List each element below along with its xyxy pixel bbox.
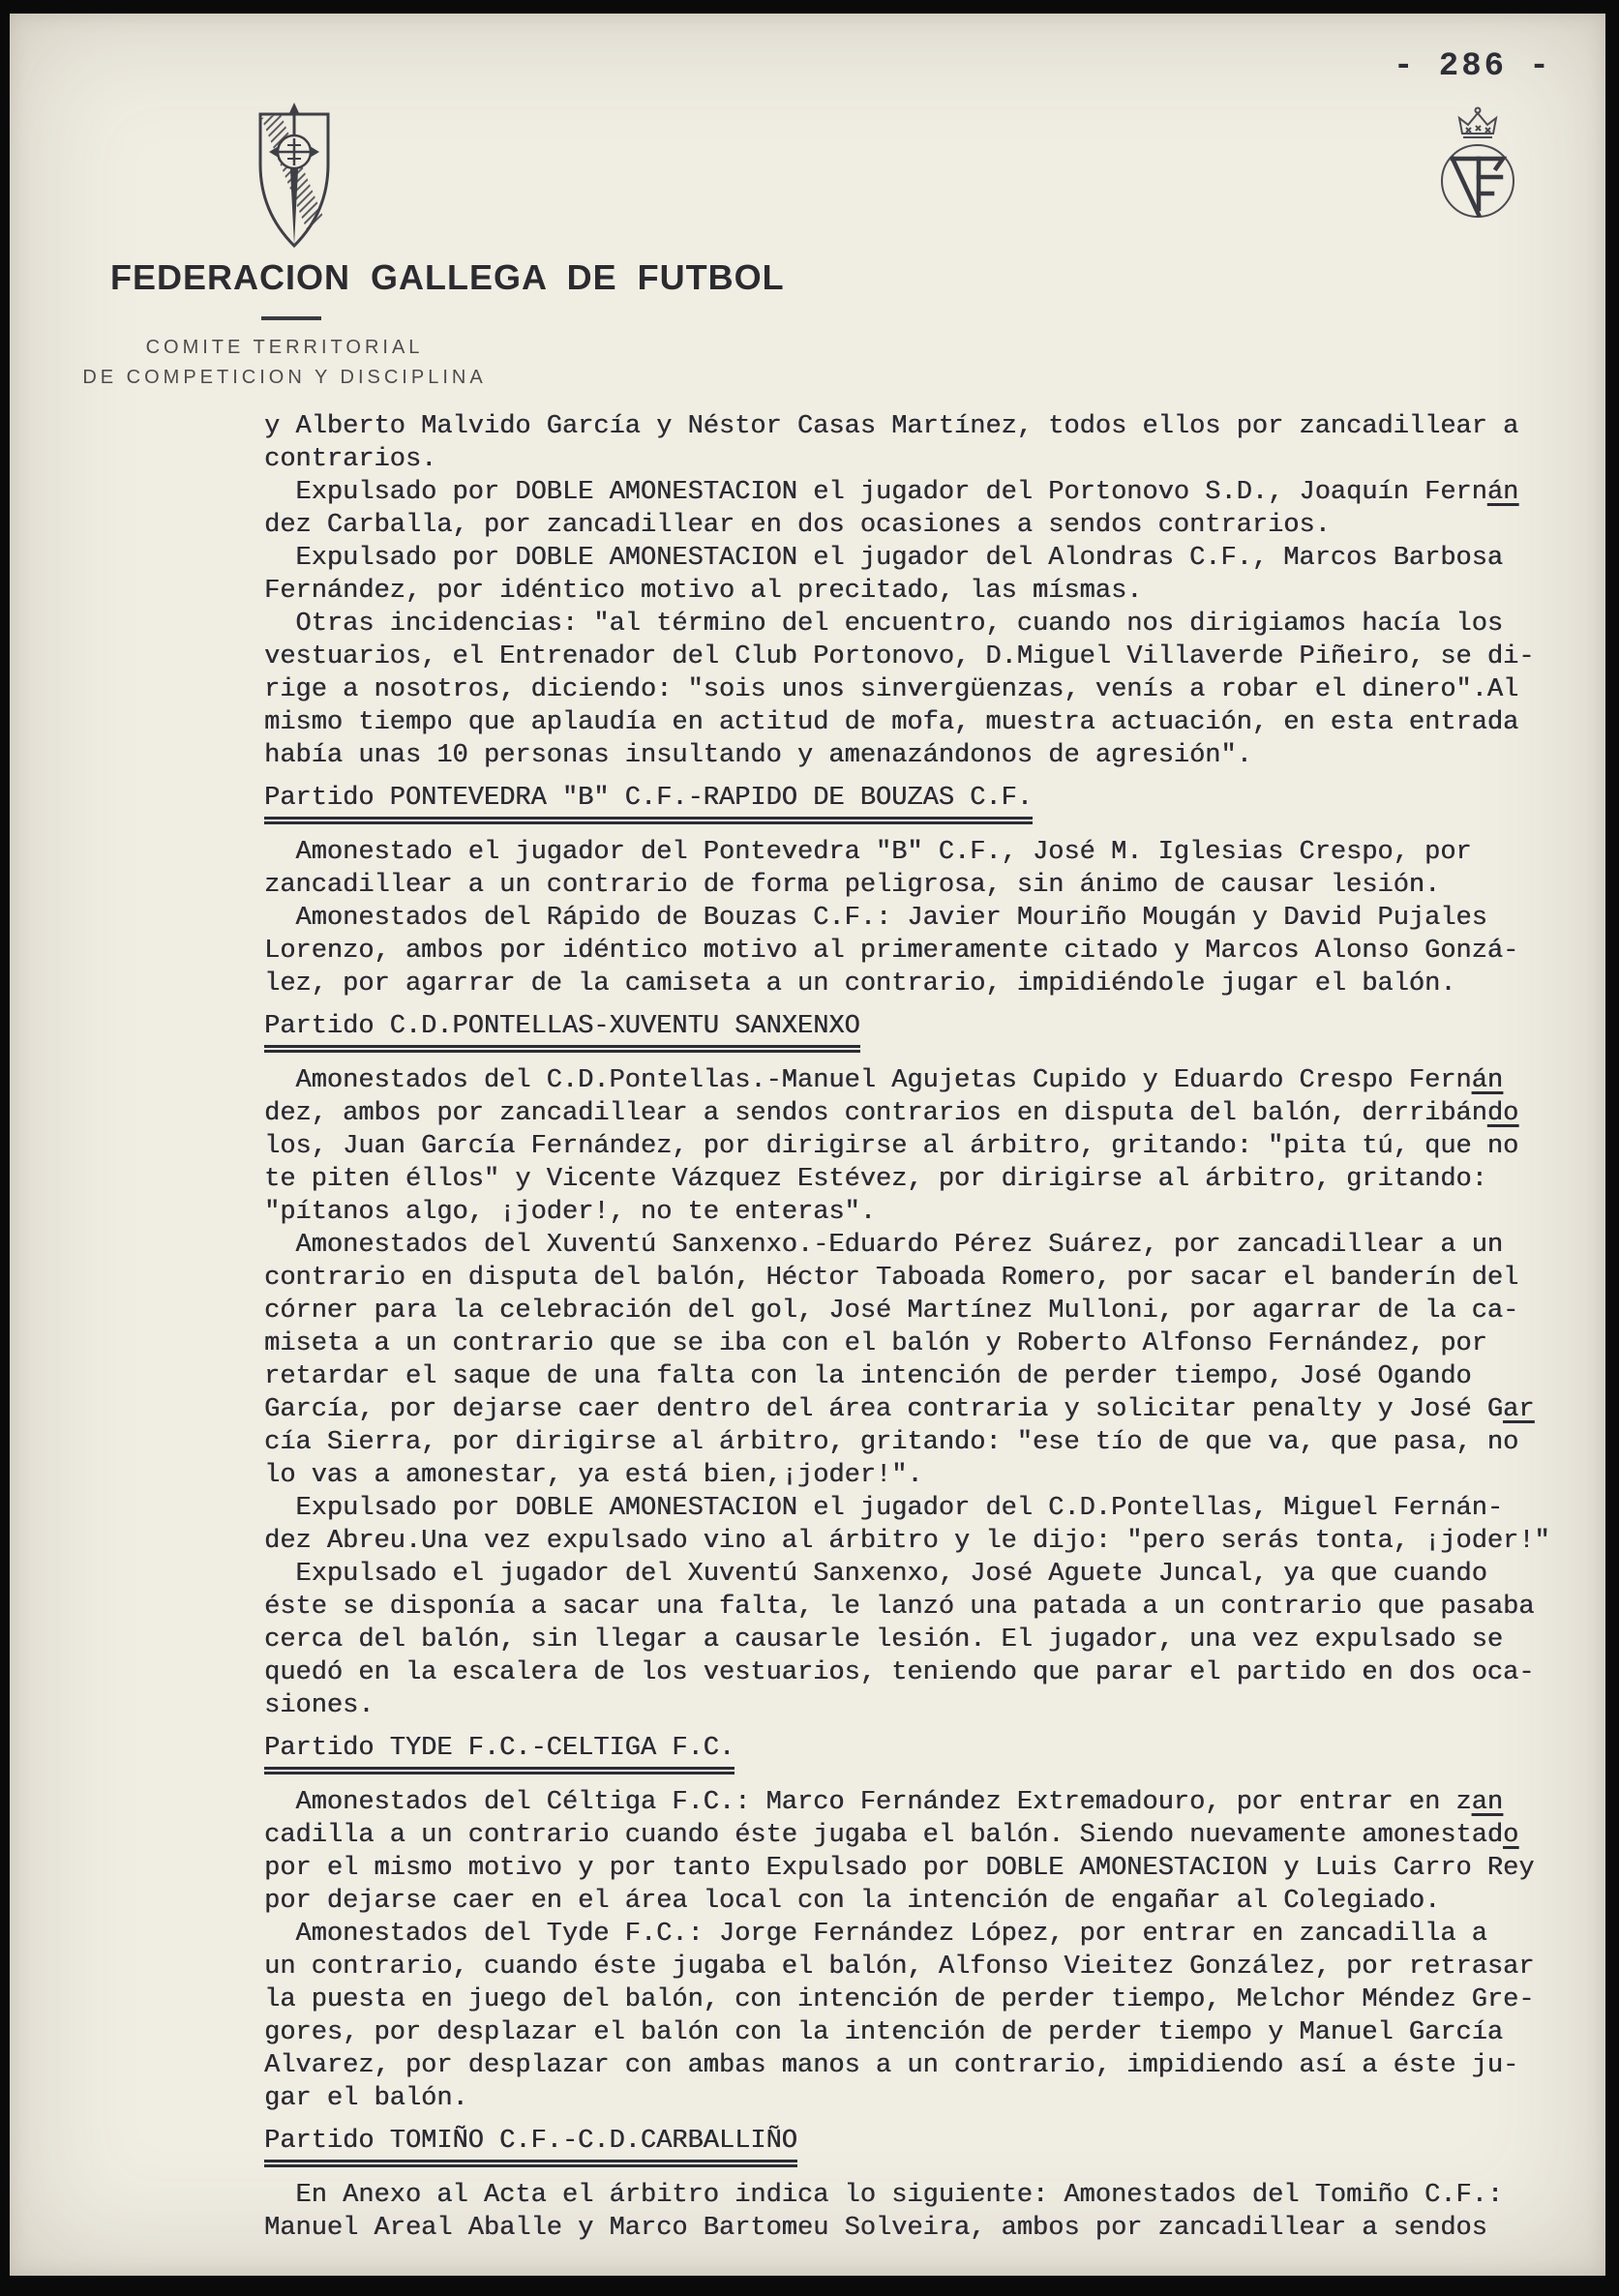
continuation-underline: o — [1503, 1821, 1519, 1850]
text-line: cía Sierra, por dirigirse al árbitro, gritando: "ese tío de que va, que pasa, no — [264, 1428, 1519, 1457]
match-heading-tyde-celtiga: Partido TYDE F.C.-CELTIGA F.C. — [264, 1732, 1580, 1774]
text-line: Manuel Areal Aballe y Marco Bartomeu Solveira, ambos por zancadillear a sendos — [264, 2214, 1487, 2243]
text-line: Amonestados del Rápido de Bouzas C.F.: Javier Mouriño Mougán y David Pujales — [264, 904, 1487, 933]
document-body — [264, 410, 1580, 2245]
text-line: y Alberto Malvido García y Néstor Casas Martínez, todos ellos por zancadillear a — [264, 412, 1519, 441]
continuation-underline: án — [1471, 1066, 1504, 1095]
text-line: te piten éllos" y Vicente Vázquez Estévez, por dirigirse al árbitro, gritando: — [264, 1165, 1487, 1194]
text-line: Expulsado por DOBLE AMONESTACION el jugador del Portonovo S.D., Joaquín Fernán — [264, 478, 1519, 507]
text-line: lez, por agarrar de la camiseta a un contrario, impidiéndole jugar el balón. — [264, 969, 1456, 999]
committee-line-1: COMITE TERRITORIAL — [145, 337, 424, 358]
fgf-shield-logo-icon — [252, 103, 337, 253]
text-line: Amonestados del C.D.Pontellas.-Manuel Agujetas Cupido y Eduardo Crespo Fernán — [264, 1066, 1504, 1095]
text-line: García, por dejarse caer dentro del área contraria y solicitar penalty y José Gar — [264, 1395, 1535, 1424]
committee-line-2: DE COMPETICION Y DISCIPLINA — [82, 367, 487, 388]
paragraph — [264, 1558, 1580, 1722]
paragraph — [264, 542, 1580, 608]
text-line: miseta a un contrario que se iba con el balón y Roberto Alfonso Fernández, por — [264, 1329, 1487, 1358]
text-line: dez, ambos por zancadillear a sendos contrarios en disputa del balón, derribándo — [264, 1099, 1519, 1128]
page-number: - 286 - — [1394, 48, 1552, 85]
org-title: FEDERACION GALLEGA DE FUTBOL — [110, 257, 785, 297]
paragraph — [264, 902, 1580, 1000]
text-line: Amonestados del Xuventú Sanxenxo.-Eduardo Pérez Suárez, por zancadillear a un — [264, 1231, 1504, 1260]
text-line: córner para la celebración del gol, José Martínez Mulloni, por agarrar de la ca- — [264, 1297, 1519, 1326]
text-line: Amonestado el jugador del Pontevedra "B" C.F., José M. Iglesias Crespo, por — [264, 838, 1472, 867]
paragraph — [264, 410, 1580, 476]
text-line: por dejarse caer en el área local con la intención de engañar al Colegiado. — [264, 1887, 1441, 1916]
paragraph — [264, 1492, 1580, 1558]
continuation-underline: án — [1486, 478, 1519, 507]
text-line: contrario en disputa del balón, Héctor Taboada Romero, por sacar el banderín del — [264, 1264, 1519, 1293]
match-heading-pontellas-xuventu-sanxenxo: Partido C.D.PONTELLAS-XUVENTU SANXENXO — [264, 1010, 1580, 1053]
committee-title — [0, 333, 569, 393]
text-line: Amonestados del Céltiga F.C.: Marco Fernández Extremadouro, por entrar en zan — [264, 1788, 1504, 1817]
text-line: contrarios. — [264, 445, 437, 474]
text-line: éste se disponía a sacar una falta, le lanzó una patada a un contrario que pasaba — [264, 1593, 1535, 1622]
title-divider-rule — [261, 316, 321, 320]
text-line: un contrario, cuando éste jugaba el balón, Alfonso Vieitez González, por retrasar — [264, 1953, 1535, 1982]
text-line: Amonestados del Tyde F.C.: Jorge Fernández López, por entrar en zancadilla a — [264, 1920, 1487, 1949]
text-line: Alvarez, por desplazar con ambas manos a un contrario, impidiendo así a éste ju- — [264, 2051, 1519, 2080]
text-line: Expulsado por DOBLE AMONESTACION el jugador del Alondras C.F., Marcos Barbosa — [264, 544, 1504, 573]
text-line: vestuarios, el Entrenador del Club Portonovo, D.Miguel Villaverde Piñeiro, se di- — [264, 642, 1535, 671]
text-line: cerca del balón, sin llegar a causarle lesión. El jugador, una vez expulsado se — [264, 1625, 1504, 1655]
text-line: la puesta en juego del balón, con intención de perder tiempo, Melchor Méndez Gre- — [264, 1985, 1535, 2014]
text-line: los, Juan García Fernández, por dirigirse al árbitro, gritando: "pita tú, que no — [264, 1132, 1519, 1161]
text-line: dez Carballa, por zancadillear en dos ocasiones a sendos contrarios. — [264, 511, 1331, 540]
paragraph — [264, 608, 1580, 772]
text-line: gar el balón. — [264, 2084, 468, 2113]
text-line: retardar el saque de una falta con la intención de perder tiempo, José Ogando — [264, 1362, 1472, 1391]
paragraph — [264, 1918, 1580, 2115]
rfef-crown-emblem-icon — [1433, 104, 1522, 225]
text-line: quedó en la escalera de los vestuarios, teniendo que parar el partido en dos oca- — [264, 1658, 1535, 1687]
text-line: Expulsado el jugador del Xuventú Sanxenxo, José Aguete Juncal, ya que cuando — [264, 1560, 1487, 1589]
text-line: dez Abreu.Una vez expulsado vino al árbitro y le dijo: "pero serás tonta, ¡joder!" — [264, 1527, 1550, 1556]
text-line: En Anexo al Acta el árbitro indica lo siguiente: Amonestados del Tomiño C.F.: — [264, 2181, 1504, 2210]
text-line: Otras incidencias: "al término del encuentro, cuando nos dirigiamos hacía los — [264, 610, 1504, 639]
paragraph — [264, 1229, 1580, 1492]
text-line: siones. — [264, 1691, 375, 1720]
paragraph — [264, 2179, 1580, 2245]
continuation-underline: ar — [1503, 1395, 1535, 1424]
text-line: rige a nosotros, diciendo: "sois unos sinvergüenzas, venís a robar el dinero".Al — [264, 675, 1519, 704]
paragraph — [264, 836, 1580, 902]
text-line: por el mismo motivo y por tanto Expulsado por DOBLE AMONESTACION y Luis Carro Rey — [264, 1854, 1535, 1883]
match-heading-tomino-carballino: Partido TOMIÑO C.F.-C.D.CARBALLIÑO — [264, 2125, 1580, 2167]
paragraph — [264, 1064, 1580, 1229]
text-line: gores, por desplazar el balón con la intención de perder tiempo y Manuel García — [264, 2018, 1504, 2047]
continuation-underline: do — [1486, 1099, 1519, 1128]
text-line: Expulsado por DOBLE AMONESTACION el jugador del C.D.Pontellas, Miguel Fernán- — [264, 1494, 1504, 1523]
paragraph — [264, 1786, 1580, 1918]
text-line: Lorenzo, ambos por idéntico motivo al primeramente citado y Marcos Alonso Gonzá- — [264, 937, 1519, 966]
paragraph — [264, 476, 1580, 542]
text-line: "pítanos algo, ¡joder!, no te enteras". — [264, 1198, 876, 1227]
text-line: Fernández, por idéntico motivo al precitado, las mísmas. — [264, 577, 1143, 606]
text-line: zancadillear a un contrario de forma peligrosa, sin ánimo de causar lesión. — [264, 871, 1441, 900]
text-line: cadilla a un contrario cuando éste jugaba el balón. Siendo nuevamente amonestado — [264, 1821, 1519, 1850]
continuation-underline: an — [1471, 1788, 1504, 1817]
text-line: lo vas a amonestar, ya está bien,¡joder!". — [264, 1461, 923, 1490]
text-line: había unas 10 personas insultando y amenazándonos de agresión". — [264, 741, 1252, 770]
text-line: mismo tiempo que aplaudía en actitud de mofa, muestra actuación, en esta entrada — [264, 708, 1519, 737]
match-heading-pontevedra-b-rapido-bouzas: Partido PONTEVEDRA "B" C.F.-RAPIDO DE BOUZAS C.F. — [264, 782, 1580, 824]
